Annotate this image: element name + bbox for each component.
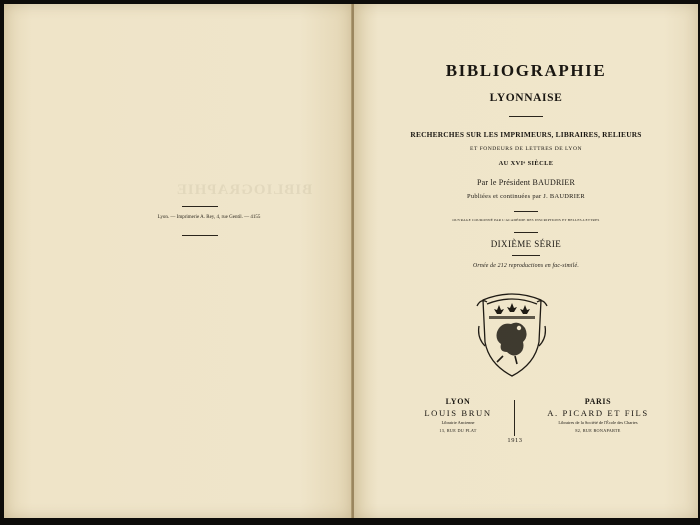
imprint-divider xyxy=(514,400,515,436)
bleed-through-text: BIBLIOGRAPHIE xyxy=(175,182,313,198)
award-rule-top xyxy=(514,211,538,212)
facsimile-line: Ornée de 212 reproductions en fac-similé. xyxy=(473,263,579,269)
publication-year: 1913 xyxy=(507,437,523,444)
author-line: Par le Président BAUDRIER xyxy=(476,178,576,187)
imprint-lyon xyxy=(402,396,514,435)
imprint-lyon-city: LYON xyxy=(445,397,471,406)
series-rule xyxy=(512,255,540,256)
book-subtitle: LYONNAISE xyxy=(489,92,563,104)
coat-of-arms-icon xyxy=(475,286,549,378)
century-line: AU XVIᵉ SIÈCLE xyxy=(498,160,554,167)
top-rule xyxy=(182,206,218,207)
research-line: RECHERCHES SUR LES IMPRIMEURS, LIBRAIRES, RELIEURS xyxy=(410,130,642,139)
imprint-lyon-publisher: LOUIS BRUN xyxy=(424,408,492,418)
published-line: Publiées et continuées par J. BAUDRIER xyxy=(467,193,585,200)
imprint-paris-line2: 82, RUE BONAPARTE xyxy=(575,428,621,433)
award-rule-bottom xyxy=(514,232,538,233)
left-page xyxy=(4,4,352,518)
imprint-paris-publisher: A. PICARD ET FILS xyxy=(547,408,649,418)
imprint-paris-city: PARIS xyxy=(584,397,612,406)
imprint-lyon-line1: Librairie Ancienne xyxy=(441,420,475,425)
imprint-paris-line1: Libraires de la Société de l'École des Chartes xyxy=(558,420,638,425)
book-title: BIBLIOGRAPHIE xyxy=(445,61,607,80)
imprint-paris xyxy=(518,396,678,435)
printer-note: Lyon. — Imprimerie A. Rey, 4, rue Gentil. — 4155 xyxy=(157,215,261,220)
founders-line: ET FONDEURS DE LETTRES DE LYON xyxy=(469,146,583,152)
series-label: DIXIÈME SÉRIE xyxy=(490,239,562,249)
title-rule xyxy=(509,116,543,117)
imprint-lyon-line2: 13, RUE DU PLAT xyxy=(439,428,477,433)
award-line: OUVRAGE COURONNÉ PAR L'ACADÉMIE DES INSCRIPTIONS ET BELLES-LETTRES xyxy=(452,218,600,222)
bottom-rule xyxy=(182,235,218,236)
title-page xyxy=(354,4,698,518)
